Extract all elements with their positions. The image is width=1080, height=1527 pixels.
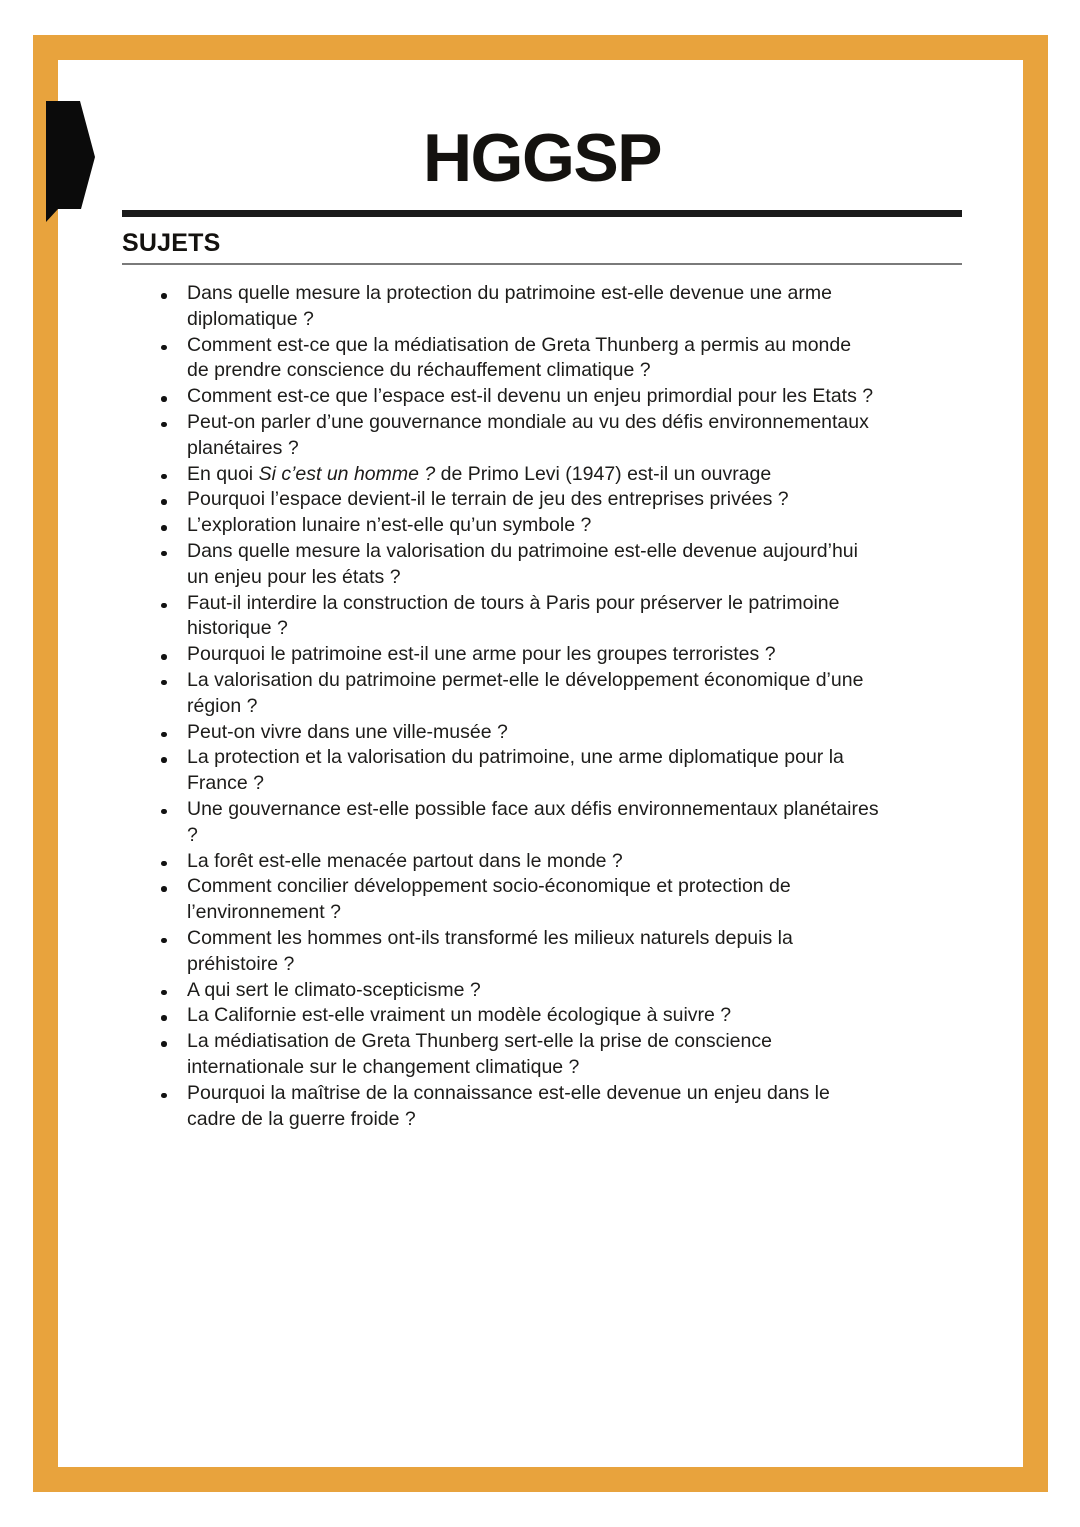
book-title-italic: Si c’est un homme ?: [258, 462, 436, 485]
list-item: [122, 487, 962, 513]
question-line: cadre de la guerre froide ?: [187, 1107, 416, 1130]
bullet-dot-icon: [161, 1015, 167, 1021]
list-item: [122, 281, 962, 333]
bullet-dot-icon: [161, 680, 167, 686]
question-line: Dans quelle mesure la valorisation du patrimoine est-elle devenue aujourd’hui: [187, 539, 858, 562]
bullet-dot-icon: [161, 525, 167, 531]
bullet-dot-icon: [161, 732, 167, 738]
list-item: [122, 642, 962, 668]
bullet-dot-icon: [161, 861, 167, 867]
question-text: de Primo Levi (1947) est-il un ouvrage: [435, 462, 772, 485]
bullet-dot-icon: [161, 886, 167, 892]
bullet-dot-icon: [161, 293, 167, 299]
bullet-dot-icon: [161, 757, 167, 763]
list-item: [122, 797, 962, 849]
question-line: préhistoire ?: [187, 952, 295, 975]
list-item: [122, 720, 962, 746]
subjects-list: [122, 281, 962, 1132]
list-item: [122, 1029, 962, 1081]
question-line: Comment concilier développement socio-économique et protection de: [187, 875, 791, 898]
question-line: Peut-on parler d’une gouvernance mondiale au vu des défis environnementaux: [187, 410, 869, 433]
question-line: A qui sert le climato-scepticisme ?: [187, 978, 481, 1001]
list-item: [122, 462, 962, 488]
question-line: Comment les hommes ont-ils transformé les milieux naturels depuis la: [187, 926, 793, 949]
question-line: région ?: [187, 694, 258, 717]
bullet-dot-icon: [161, 603, 167, 609]
bullet-dot-icon: [161, 1041, 167, 1047]
bullet-dot-icon: [161, 474, 167, 480]
list-item: [122, 668, 962, 720]
list-item: [122, 513, 962, 539]
bullet-dot-icon: [161, 551, 167, 557]
bullet-dot-icon: [161, 654, 167, 660]
question-line: Pourquoi la maîtrise de la connaissance est-elle devenue un enjeu dans le: [187, 1081, 830, 1104]
question-line: Faut-il interdire la construction de tours à Paris pour préserver le patrimoine: [187, 591, 840, 614]
question-line: La forêt est-elle menacée partout dans le monde ?: [187, 849, 623, 872]
bullet-dot-icon: [161, 499, 167, 505]
question-line: un enjeu pour les états ?: [187, 565, 401, 588]
section-divider-rule: [122, 263, 962, 265]
question-line: Dans quelle mesure la protection du patrimoine est-elle devenue une arme: [187, 282, 832, 304]
question-line: Peut-on vivre dans une ville-musée ?: [187, 720, 508, 743]
question-line: internationale sur le changement climatique ?: [187, 1055, 580, 1078]
bullet-dot-icon: [161, 422, 167, 428]
question-line: ?: [187, 823, 198, 846]
list-item: [122, 333, 962, 385]
list-item: [122, 1003, 962, 1029]
question-line: [187, 462, 962, 488]
question-line: Comment est-ce que l’espace est-il devenu un enjeu primordial pour les Etats ?: [187, 385, 874, 408]
question-line: L’exploration lunaire n’est-elle qu’un symbole ?: [187, 514, 592, 537]
page-title: HGGSP: [422, 120, 662, 196]
section-heading: SUJETS: [122, 229, 221, 257]
bullet-dot-icon: [161, 396, 167, 402]
bookmark-ribbon-icon: [46, 101, 96, 223]
list-item: [122, 745, 962, 797]
question-line: La Californie est-elle vraiment un modèle écologique à suivre ?: [187, 1004, 732, 1027]
list-item: [122, 384, 962, 410]
bullet-dot-icon: [161, 809, 167, 815]
list-item: [122, 874, 962, 926]
question-line: Pourquoi l’espace devient-il le terrain de jeu des entreprises privées ?: [187, 488, 789, 511]
question-line: La valorisation du patrimoine permet-elle le développement économique d’une: [187, 668, 864, 691]
question-line: La médiatisation de Greta Thunberg sert-elle la prise de conscience: [187, 1030, 772, 1053]
question-line: de prendre conscience du réchauffement climatique ?: [187, 359, 651, 382]
list-item: [122, 926, 962, 978]
question-line: La protection et la valorisation du patrimoine, une arme diplomatique pour la: [187, 746, 844, 769]
bullet-dot-icon: [161, 990, 167, 996]
question-line: planétaires ?: [187, 436, 299, 459]
question-line: diplomatique ?: [187, 307, 314, 330]
bullet-dot-icon: [161, 938, 167, 944]
list-item: [122, 1081, 962, 1133]
question-line: Une gouvernance est-elle possible face aux défis environnementaux planétaires: [187, 797, 879, 820]
list-item: [122, 410, 962, 462]
list-item: [122, 978, 962, 1004]
list-item: [122, 591, 962, 643]
bullet-dot-icon: [161, 1093, 167, 1099]
question-line: l’environnement ?: [187, 901, 341, 924]
question-text: En quoi: [187, 462, 259, 485]
list-item: [122, 849, 962, 875]
title-divider-rule: [122, 210, 962, 217]
question-line: historique ?: [187, 617, 288, 640]
question-line: Comment est-ce que la médiatisation de Greta Thunberg a permis au monde: [187, 333, 852, 356]
bullet-dot-icon: [161, 345, 167, 351]
question-line: Pourquoi le patrimoine est-il une arme pour les groupes terroristes ?: [187, 643, 776, 666]
question-line: France ?: [187, 772, 264, 795]
list-item: [122, 539, 962, 591]
